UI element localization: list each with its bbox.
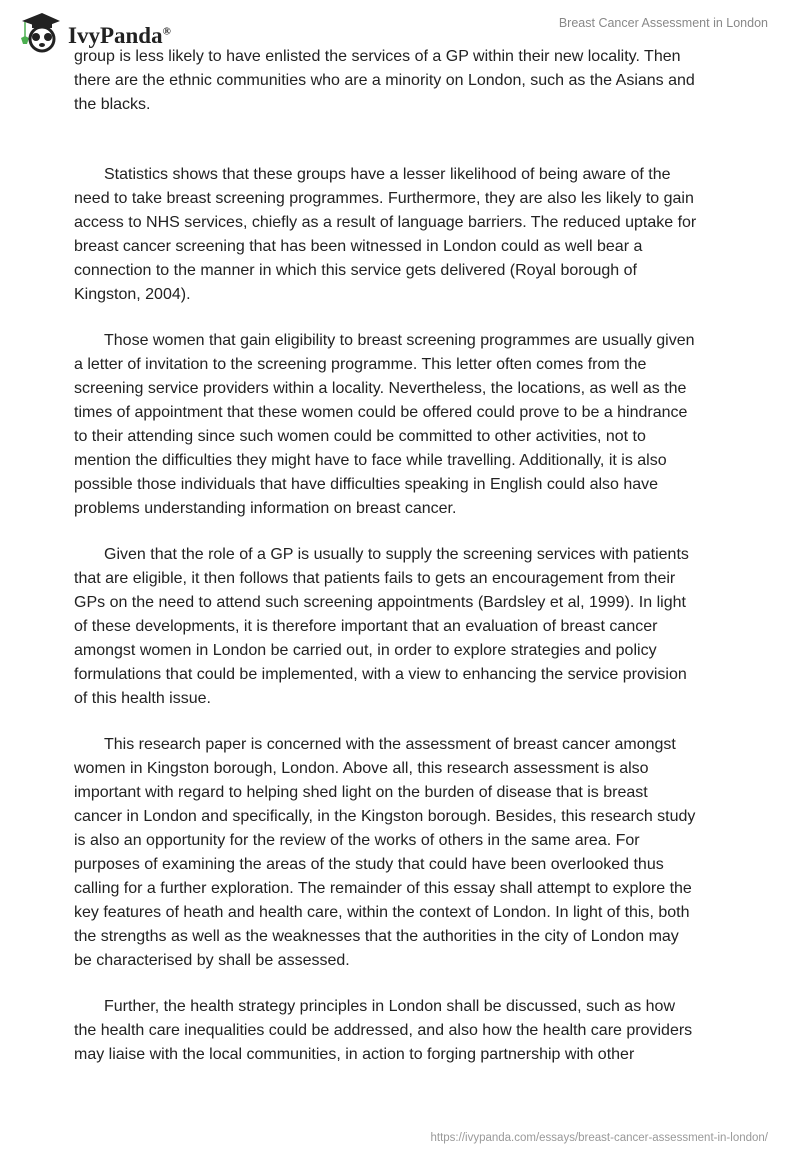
text-line: need to take breast screening programmes. Furthermore, they are also les likely to gain: [74, 190, 694, 207]
text-line: of this health issue.: [74, 690, 211, 707]
text-line: screening service providers within a locality. Nevertheless, the locations, as well as the: [74, 380, 687, 397]
text-line: calling for a further exploration. The remainder of this essay shall attempt to explore the: [74, 880, 692, 897]
text-line: formulations that could be implemented, with a view to enhancing the service provision: [74, 666, 687, 683]
text-line: Further, the health strategy principles in London shall be discussed, such as how: [104, 998, 675, 1015]
text-line: mention the difficulties they might have to face while travelling. Additionally, it is also: [74, 452, 667, 469]
document-title: Breast Cancer Assessment in London: [558, 16, 768, 30]
paragraph: [74, 543, 744, 711]
text-line: the strengths as well as the weaknesses that the authorities in the city of London may: [74, 928, 679, 945]
text-line: Given that the role of a GP is usually to supply the screening services with patients: [104, 546, 689, 563]
text-line: Those women that gain eligibility to breast screening programmes are usually given: [104, 332, 695, 349]
paragraph: [74, 733, 744, 973]
text-line: This research paper is concerned with the assessment of breast cancer amongst: [104, 736, 676, 753]
text-line: possible those individuals that have difficulties speaking in English could also have: [74, 476, 659, 493]
paragraph: [74, 995, 744, 1067]
text-line: there are the ethnic communities who are a minority on London, such as the Asians and: [74, 72, 695, 89]
text-line: access to NHS services, chiefly as a result of language barriers. The reduced uptake for: [74, 214, 697, 231]
text-line: is also an opportunity for the review of the works of others in the same area. For: [74, 832, 640, 849]
text-line: a letter of invitation to the screening programme. This letter often comes from the: [74, 356, 647, 373]
text-line: GPs on the need to attend such screening appointments (Bardsley et al, 1999). In light: [74, 594, 686, 611]
text-line: may liaise with the local communities, in action to forging partnership with other: [74, 1046, 635, 1063]
text-line: to their attending since such women could be committed to other activities, not to: [74, 428, 646, 445]
text-line: cancer in London and specifically, in the Kingston borough. Besides, this research study: [74, 808, 696, 825]
text-line: group is less likely to have enlisted the services of a GP within their new locality. Then: [74, 48, 681, 65]
text-line: problems understanding information on breast cancer.: [74, 500, 457, 517]
text-line: be characterised by shall be assessed.: [74, 952, 350, 969]
text-line: the blacks.: [74, 96, 151, 113]
paragraph: [74, 45, 744, 117]
text-line: amongst women in London be carried out, in order to explore strategies and policy: [74, 642, 657, 659]
paragraph: [74, 163, 744, 307]
panda-graduate-icon: [18, 10, 62, 54]
text-line: connection to the manner in which this service gets delivered (Royal borough of: [74, 262, 637, 279]
essay-body: [74, 45, 744, 1089]
registered-mark: ®: [162, 25, 171, 38]
brand-text: IvyPanda: [68, 23, 163, 48]
text-line: of these developments, it is therefore important that an evaluation of breast cancer: [74, 618, 658, 635]
text-line: purposes of examining the areas of the study that could have been overlooked thus: [74, 856, 664, 873]
text-line: times of appointment that these women could be offered could prove to be a hindrance: [74, 404, 688, 421]
text-line: that are eligible, it then follows that patients fails to gets an encouragement from their: [74, 570, 676, 587]
text-line: breast cancer screening that has been witnessed in London could as well bear a: [74, 238, 643, 255]
text-line: the health care inequalities could be addressed, and also how the health care providers: [74, 1022, 693, 1039]
text-line: Statistics shows that these groups have a lesser likelihood of being aware of the: [104, 166, 671, 183]
text-line: important with regard to helping shed light on the burden of disease that is breast: [74, 784, 648, 801]
text-line: Kingston, 2004).: [74, 286, 191, 303]
text-line: key features of heath and health care, within the context of London. In light of this, both: [74, 904, 690, 921]
paragraph: [74, 329, 744, 521]
text-line: women in Kingston borough, London. Above all, this research assessment is also: [74, 760, 649, 777]
source-url[interactable]: https://ivypanda.com/essays/breast-cancer-assessment-in-london/: [430, 1132, 768, 1144]
